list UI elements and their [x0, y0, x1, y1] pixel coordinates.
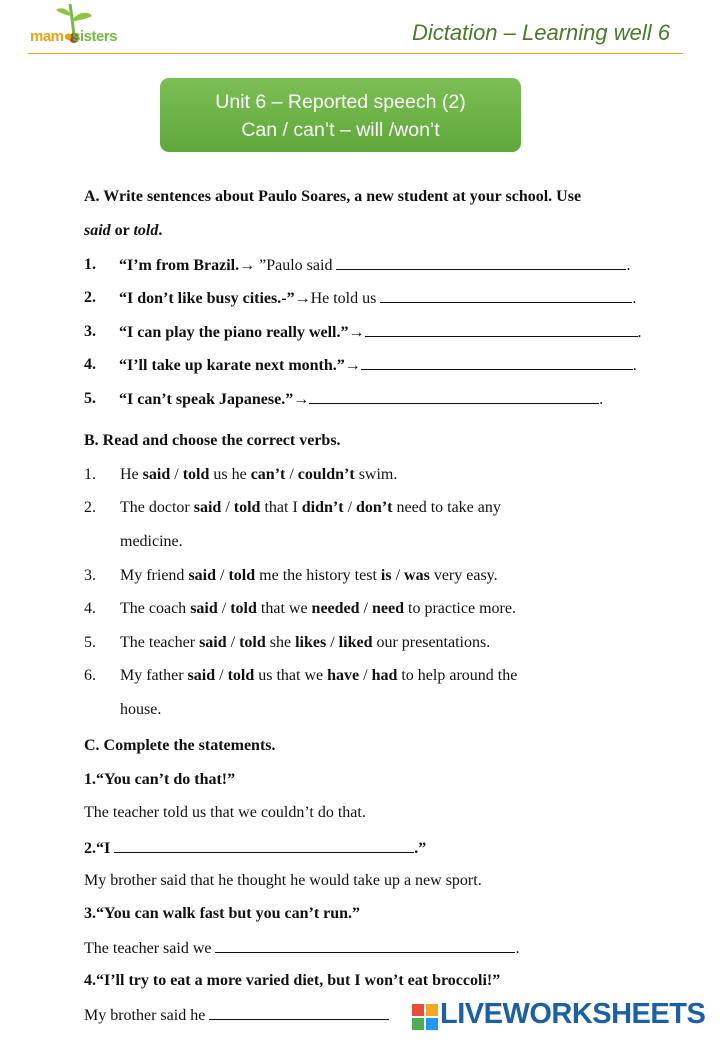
header-divider: [28, 53, 683, 54]
section-c-prompt-3: 3.“You can walk fast but you can’t run.”: [84, 905, 361, 922]
arrow-icon: →: [348, 324, 365, 341]
liveworksheets-logo-icon: [412, 1004, 438, 1030]
section-b-item-1: 1. He said / told us he can’t / couldn’t swim.: [84, 466, 398, 483]
choice-option-a[interactable]: can’t: [250, 466, 286, 483]
choice-option-b[interactable]: was: [404, 567, 430, 584]
choice-option-a[interactable]: have: [327, 667, 360, 684]
section-b-item-2: 2. The doctor said / told that I didn’t / don’t need to take any: [84, 499, 501, 516]
unit-banner: [160, 78, 521, 152]
unit-title: Unit 6 – Reported speech (2): [215, 91, 466, 113]
choice-said[interactable]: said: [193, 499, 222, 516]
section-c-answer-4: My brother said he: [84, 1005, 389, 1026]
worksheet-title: Dictation – Learning well 6: [411, 20, 670, 45]
choice-option-b[interactable]: couldn’t: [297, 466, 355, 483]
section-b-item-3: 3. My friend said / told me the history test is / was very easy.: [84, 567, 498, 584]
choice-option-b[interactable]: don’t: [356, 499, 393, 516]
section-c-prompt-2: 2.“I .”: [84, 840, 427, 857]
liveworksheets-watermark: [412, 998, 712, 1032]
section-a-item-2: 2. “I don’t like busy cities.-”→He told us .: [84, 289, 637, 307]
answer-blank-c2[interactable]: [114, 838, 414, 853]
section-c-heading: C. Complete the statements.: [84, 737, 276, 754]
section-a-item-3: 3. “I can play the piano really well.”→ .: [84, 323, 642, 341]
choice-told[interactable]: told: [230, 600, 257, 617]
choice-said[interactable]: said: [199, 634, 227, 651]
section-b-item-6-continued: house.: [120, 701, 162, 718]
section-c-prompt-1: 1.“You can’t do that!”: [84, 771, 236, 788]
choice-said[interactable]: said: [190, 600, 218, 617]
arrow-icon: →: [294, 290, 311, 307]
section-b-item-4: 4. The coach said / told that we needed / need to practice more.: [84, 600, 516, 617]
arrow-icon: →: [293, 391, 310, 408]
choice-said[interactable]: said: [142, 466, 171, 483]
choice-option-b[interactable]: need: [372, 600, 404, 617]
choice-told[interactable]: told: [233, 499, 261, 516]
choice-told[interactable]: told: [182, 466, 210, 483]
choice-option-a[interactable]: needed: [311, 600, 360, 617]
section-a-item-5: 5. “I can’t speak Japanese.”→ .: [84, 390, 604, 408]
section-a-heading: A. Write sentences about Paulo Soares, a new student at your school. Use: [84, 188, 582, 205]
answer-blank-a5[interactable]: [309, 389, 599, 404]
answer-blank-a2[interactable]: [380, 288, 632, 303]
section-a-item-4: 4. “I’ll take up karate next month.”→ .: [84, 356, 637, 374]
section-c-answer-3: The teacher said we .: [84, 940, 520, 957]
page-header: [0, 0, 720, 60]
section-b-item-6: 6. My father said / told us that we have / had to help around the: [84, 667, 518, 684]
choice-option-a[interactable]: didn’t: [301, 499, 344, 516]
section-a-item-1: 1. “I’m from Brazil.→ ”Paulo said .: [84, 256, 631, 274]
choice-told[interactable]: told: [227, 667, 255, 684]
section-a-heading-line2: said or told.: [84, 222, 163, 239]
section-c-prompt-4: 4.“I’ll try to eat a more varied diet, but I won’t eat broccoli!”: [84, 972, 501, 989]
section-b-item-2-continued: medicine.: [120, 533, 183, 550]
answer-blank-a1[interactable]: [336, 255, 626, 270]
arrow-icon: →: [344, 357, 361, 374]
arrow-icon: →: [239, 257, 256, 274]
logo-text: mam●sisters: [30, 28, 117, 45]
section-b-heading: B. Read and choose the correct verbs.: [84, 432, 341, 449]
section-c-answer-2: My brother said that he thought he would take up a new sport.: [84, 872, 482, 889]
answer-blank-c3[interactable]: [215, 938, 515, 953]
choice-option-a[interactable]: is: [380, 567, 392, 584]
section-b-item-5: 5. The teacher said / told she likes / liked our presentations.: [84, 634, 491, 651]
choice-option-b[interactable]: liked: [338, 634, 373, 651]
answer-blank-c4[interactable]: [209, 1005, 389, 1020]
unit-subtitle: Can / can’t – will /won’t: [241, 119, 440, 141]
choice-told[interactable]: told: [228, 567, 256, 584]
choice-said[interactable]: said: [188, 567, 217, 584]
answer-blank-a4[interactable]: [361, 355, 633, 370]
watermark-text: LIVEWORKSHEETS: [440, 998, 706, 1030]
brand-logo: [30, 0, 125, 50]
answer-blank-a3[interactable]: [365, 322, 638, 337]
choice-told[interactable]: told: [239, 634, 266, 651]
choice-option-a[interactable]: likes: [295, 634, 327, 651]
section-c-answer-1: The teacher told us that we couldn’t do that.: [84, 804, 366, 821]
choice-option-b[interactable]: had: [371, 667, 398, 684]
choice-said[interactable]: said: [187, 667, 216, 684]
